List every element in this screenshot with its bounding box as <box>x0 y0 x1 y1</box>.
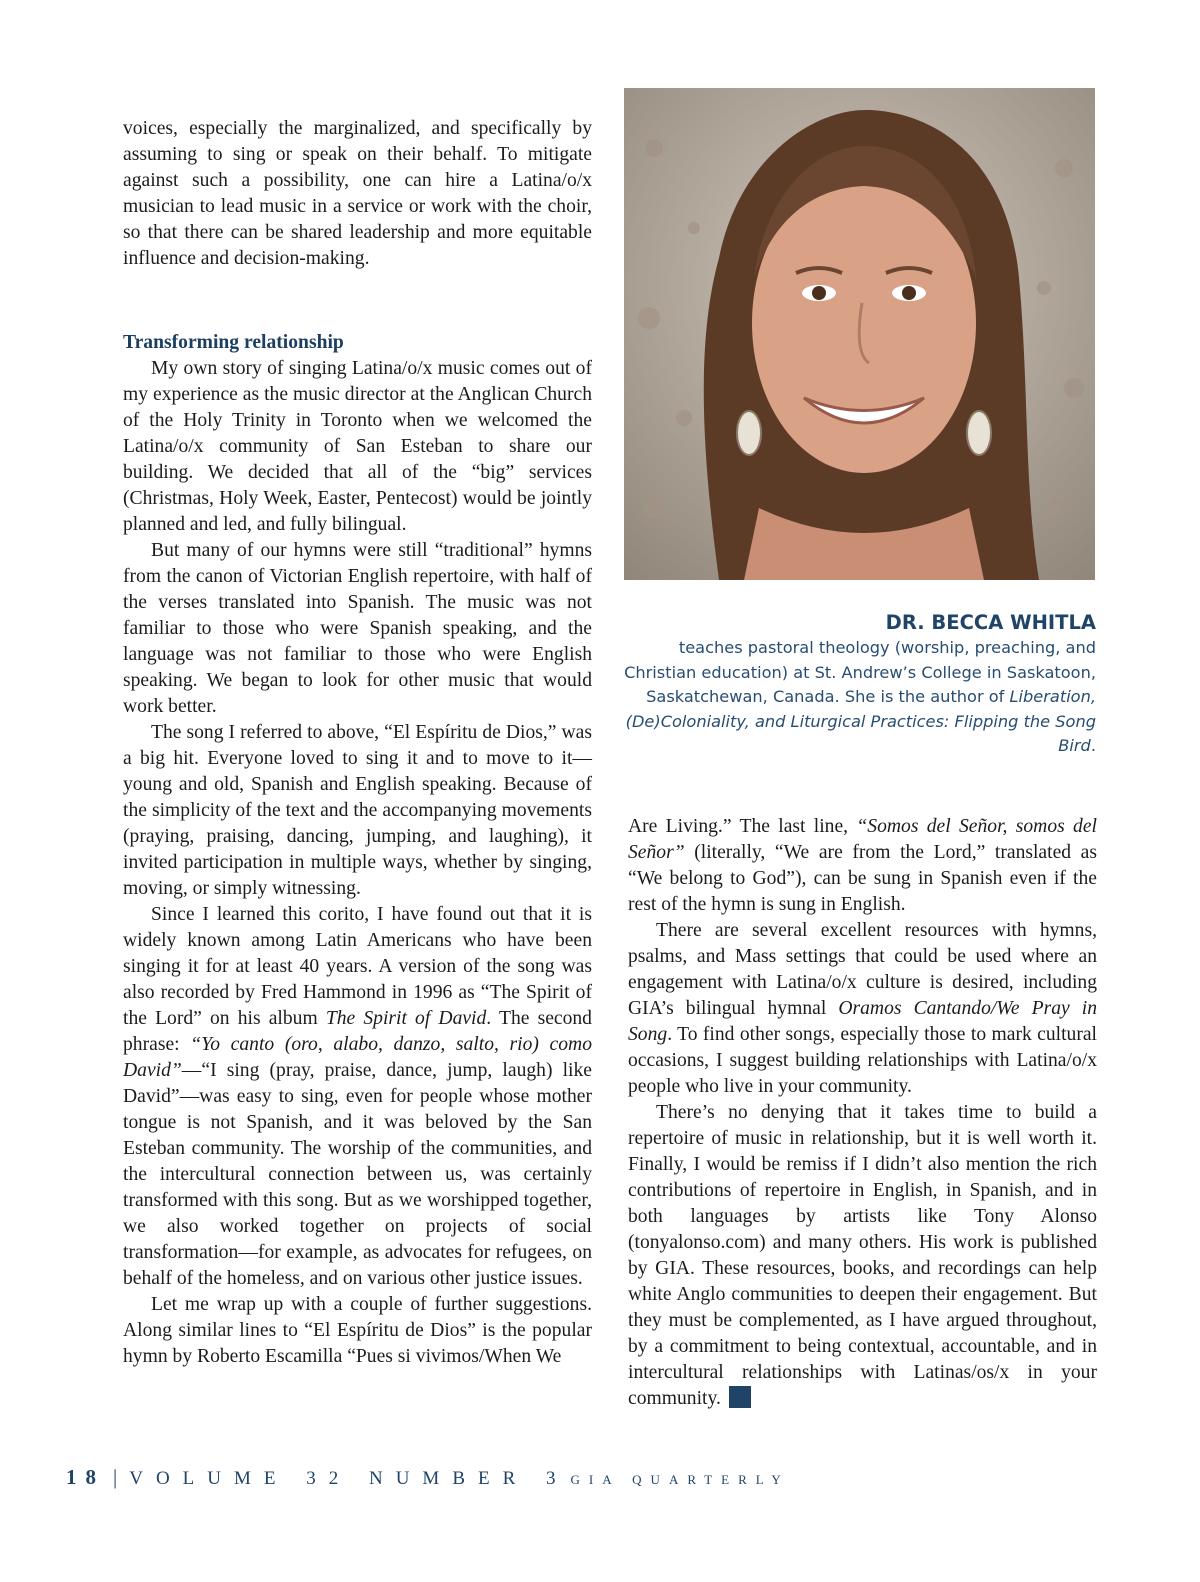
paragraph: My own story of singing Latina/o/x music comes out of my experience as the music director at the Anglican Church of the Holy Trinity in Toronto when we welcomed the Latina/o/x community of San Esteban to share our building. We decided that all of the “big” services (Christmas, Holy Week, Easter, Pentecost) would be jointly planned and led, and fully bilingual. <box>123 358 592 535</box>
text-run: . The second phrase: <box>123 1008 592 1055</box>
paragraph: Let me wrap up with a couple of further suggestions. Along similar lines to “El Espíritu de Dios” is the popular hymn by Roberto Escamilla “Pues si vivimos/When We <box>123 1294 592 1367</box>
page-number: 18 <box>66 1465 105 1489</box>
paragraph: But many of our hymns were still “traditional” hymns from the canon of Victorian English repertoire, with half of the verses translated into Spanish. The music was not familiar to those who were Spanish speaking, and the language was not familiar to those who were English speaking. We began to look for other music that would work better. <box>123 540 592 717</box>
page-footer <box>66 1465 790 1490</box>
publication-name: GIA QUARTERLY <box>570 1472 790 1487</box>
right-column <box>628 814 1097 1412</box>
paragraph <box>628 918 1097 1100</box>
paragraph: The song I referred to above, “El Espíritu de Dios,” was a big hit. Everyone loved to sing it and to move to it—young and old, Spanish and English speaking. Because of the simplicity of the text and the accompanying movements (praying, praising, dancing, jumping, and laughing), it invited participation in multiple ways, whether by singing, moving, or simply witnessing. <box>123 722 592 899</box>
text-run: There are several excellent resources with hymns, psalms, and Mass settings that could be used where an engagement with Latina/o/x culture is desired, including GIA’s bilingual hymnal <box>628 920 1097 1019</box>
bio-text <box>624 636 1096 759</box>
end-of-article-mark <box>729 1386 751 1408</box>
book-title: Liberation, (De)Coloniality, and Liturgical Practices: Flipping the Song Bird <box>625 687 1096 755</box>
hymnal-title: Oramos Cantando/We Pray in Song <box>628 998 1097 1045</box>
album-title: The Spirit of David <box>325 1008 487 1029</box>
text-run: teaches pastoral theology (worship, preaching, and Christian education) at St. Andrew’s College in Saskatoon, Saskatchewan, Canada. She is the author of <box>624 638 1096 706</box>
text-run: Are Living.” The last line, <box>628 816 857 837</box>
text-run: (literally, “We are from the Lord,” translated as “We belong to God”), can be sung in Spanish even if the rest of the hymn is sung in English. <box>628 842 1097 915</box>
text-run: . To find other songs, especially those to mark cultural occasions, I suggest building relationships with Latina/o/x people who live in your community. <box>628 1024 1097 1097</box>
paragraph <box>123 902 592 1292</box>
author-name: DR. BECCA WHITLA <box>885 611 1096 634</box>
spanish-quote: “Yo canto (oro, alabo, danzo, salto, rio) como David” <box>123 1034 592 1081</box>
portrait-image <box>624 88 1095 580</box>
paragraph <box>628 814 1097 918</box>
volume-info: VOLUME 32 NUMBER 3 <box>129 1468 569 1489</box>
text-run: —“I sing (pray, praise, dance, jump, laugh) like David”—was easy to sing, even for people whose mother tongue is not Spanish, and it was beloved by the San Esteban community. The worship of the communities, and the intercultural connection between us, was certainly transformed with this song. But as we worshipped together, we also worked together on projects of social transformation—for example, as advocates for refugees, on behalf of the homeless, and on various other justice issues. <box>123 1060 592 1289</box>
author-bio <box>624 610 1096 759</box>
paragraph: voices, especially the marginalized, and specifically by assuming to sing or speak on their behalf. To mitigate against such a possibility, one can hire a Latina/o/x musician to lead music in a service or work with the choir, so that there can be shared leadership and more equitable influence and decision-making. <box>123 118 592 269</box>
paragraph <box>628 1100 1097 1412</box>
section-heading: Transforming relationship <box>123 332 344 353</box>
author-photo <box>624 88 1095 580</box>
text-run: Since I learned this corito, I have found out that it is widely known among Latin Americans who have been singing it for at least 40 years. A version of the song was also recorded by Fred Hammond in 1996 as “The Spirit of the Lord” on his album <box>123 904 592 1029</box>
left-column <box>123 116 592 1370</box>
footer-separator: | <box>113 1465 118 1489</box>
text-run: There’s no denying that it takes time to build a repertoire of music in relationship, but it is well worth it. Finally, I would be remiss if I didn’t also mention the rich contributions of repertoire in English, in Spanish, and in both languages by artists like Tony Alonso (tonyalonso.com) and many others. His work is published by GIA. These resources, books, and recordings can help white Anglo communities to deepen their engagement. But they must be complemented, as I have argued throughout, by a commitment to being contextual, accountable, and in intercultural relationships with Latinas/os/x in your community. <box>628 1102 1097 1409</box>
text-run: . <box>1090 736 1096 755</box>
spanish-quote: “Somos del Señor, somos del Señor” <box>628 816 1097 863</box>
